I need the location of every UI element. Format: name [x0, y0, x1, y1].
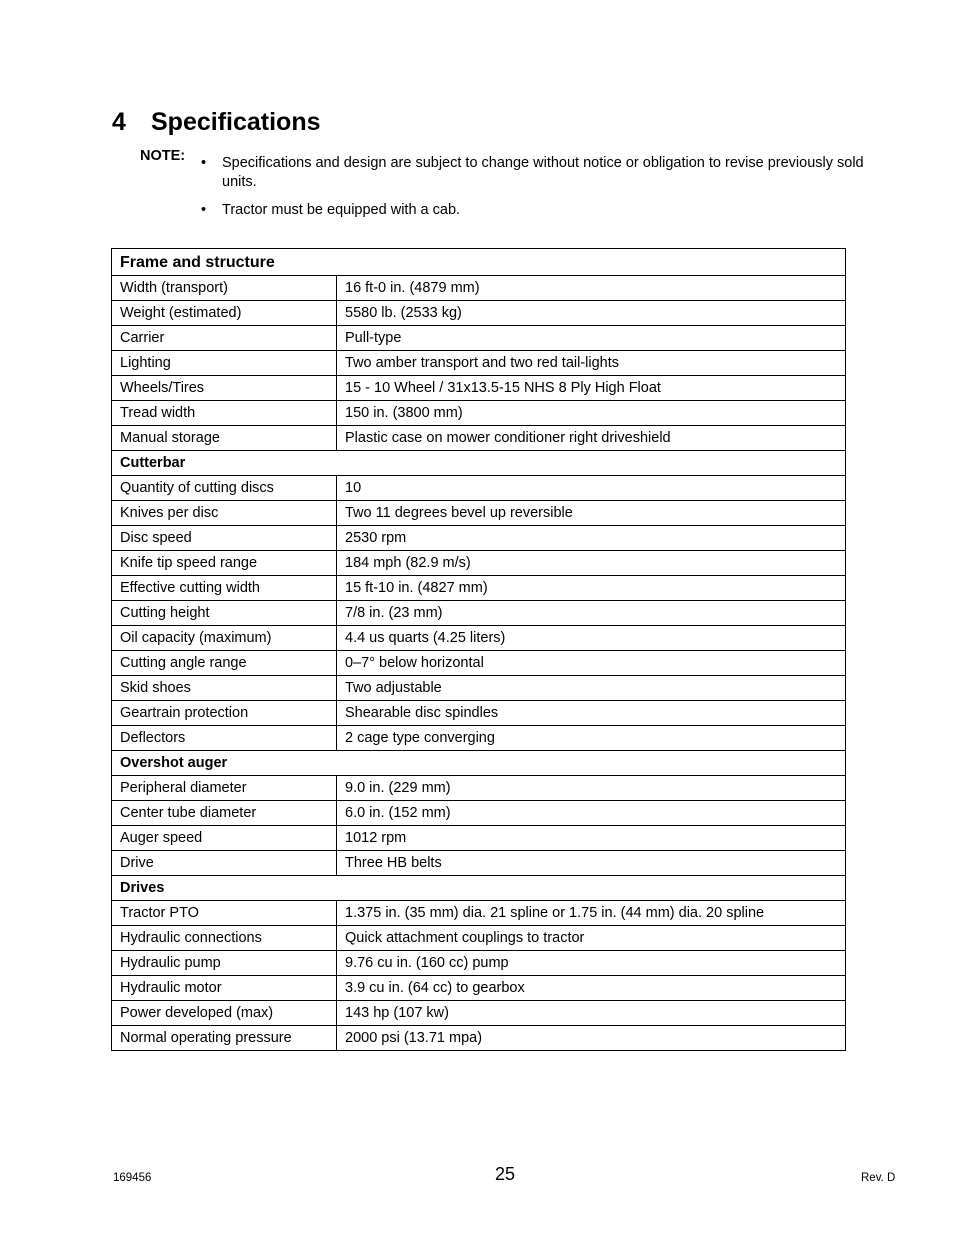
section-title: Specifications: [151, 108, 321, 136]
table-row: [112, 801, 846, 826]
section-header-row: [112, 451, 846, 476]
spec-label: Hydraulic connections: [112, 926, 337, 951]
spec-value: 143 hp (107 kw): [337, 1001, 846, 1026]
spec-value: 3.9 cu in. (64 cc) to gearbox: [337, 976, 846, 1001]
spec-label: Power developed (max): [112, 1001, 337, 1026]
section-number: 4: [112, 108, 126, 136]
section-header-row: [112, 751, 846, 776]
spec-value: 2 cage type converging: [337, 726, 846, 751]
spec-value: Two adjustable: [337, 676, 846, 701]
table-row: [112, 526, 846, 551]
specifications-table-body: [112, 249, 846, 1051]
spec-label: Normal operating pressure: [112, 1026, 337, 1051]
spec-value: 1012 rpm: [337, 826, 846, 851]
spec-value: 6.0 in. (152 mm): [337, 801, 846, 826]
spec-label: Center tube diameter: [112, 801, 337, 826]
table-row: [112, 601, 846, 626]
spec-label: Hydraulic motor: [112, 976, 337, 1001]
spec-value: 5580 lb. (2533 kg): [337, 301, 846, 326]
section-title: Cutterbar: [112, 451, 846, 476]
spec-label: Oil capacity (maximum): [112, 626, 337, 651]
spec-label: Peripheral diameter: [112, 776, 337, 801]
spec-value: 9.0 in. (229 mm): [337, 776, 846, 801]
spec-label: Tread width: [112, 401, 337, 426]
table-row: [112, 326, 846, 351]
spec-label: Skid shoes: [112, 676, 337, 701]
spec-value: 184 mph (82.9 m/s): [337, 551, 846, 576]
bullet-icon: •: [201, 155, 207, 171]
spec-label: Auger speed: [112, 826, 337, 851]
table-row: [112, 1001, 846, 1026]
spec-label: Lighting: [112, 351, 337, 376]
table-row: [112, 651, 846, 676]
spec-label: Cutting angle range: [112, 651, 337, 676]
table-row: [112, 851, 846, 876]
table-row: [112, 551, 846, 576]
table-row: [112, 426, 846, 451]
specifications-table: [111, 248, 846, 1051]
table-row: [112, 701, 846, 726]
page-number: 25: [494, 1164, 516, 1184]
spec-label: Deflectors: [112, 726, 337, 751]
spec-value: Quick attachment couplings to tractor: [337, 926, 846, 951]
spec-label: Knife tip speed range: [112, 551, 337, 576]
spec-value: Plastic case on mower conditioner right driveshield: [337, 426, 846, 451]
spec-value: 15 ft-10 in. (4827 mm): [337, 576, 846, 601]
section-header-row: [112, 876, 846, 901]
spec-label: Quantity of cutting discs: [112, 476, 337, 501]
table-row: [112, 351, 846, 376]
table-row: [112, 726, 846, 751]
table-row: [112, 776, 846, 801]
table-row: [112, 951, 846, 976]
note-label: NOTE:: [140, 148, 186, 164]
note-item: [201, 154, 881, 192]
spec-value: Shearable disc spindles: [337, 701, 846, 726]
table-row: [112, 901, 846, 926]
table-row: [112, 301, 846, 326]
spec-label: Carrier: [112, 326, 337, 351]
spec-value: Two amber transport and two red tail-lights: [337, 351, 846, 376]
section-title: Overshot auger: [112, 751, 846, 776]
spec-label: Hydraulic pump: [112, 951, 337, 976]
spec-value: Two 11 degrees bevel up reversible: [337, 501, 846, 526]
table-row: [112, 1026, 846, 1051]
spec-value: Pull-type: [337, 326, 846, 351]
spec-label: Effective cutting width: [112, 576, 337, 601]
table-row: [112, 576, 846, 601]
table-row: [112, 476, 846, 501]
section-title: Frame and structure: [112, 249, 846, 276]
table-row: [112, 926, 846, 951]
spec-value: 9.76 cu in. (160 cc) pump: [337, 951, 846, 976]
spec-label: Drive: [112, 851, 337, 876]
spec-label: Wheels/Tires: [112, 376, 337, 401]
document-number: 169456: [113, 1172, 152, 1184]
revision-label: Rev. D: [861, 1172, 896, 1184]
spec-value: 4.4 us quarts (4.25 liters): [337, 626, 846, 651]
section-header-row: [112, 249, 846, 276]
spec-value: 16 ft-0 in. (4879 mm): [337, 276, 846, 301]
section-title: Drives: [112, 876, 846, 901]
spec-label: Knives per disc: [112, 501, 337, 526]
spec-value: 10: [337, 476, 846, 501]
spec-value: 0–7° below horizontal: [337, 651, 846, 676]
spec-label: Width (transport): [112, 276, 337, 301]
spec-value: Three HB belts: [337, 851, 846, 876]
note-list: [201, 154, 881, 229]
spec-label: Weight (estimated): [112, 301, 337, 326]
table-row: [112, 501, 846, 526]
spec-label: Cutting height: [112, 601, 337, 626]
table-row: [112, 276, 846, 301]
table-row: [112, 401, 846, 426]
table-row: [112, 626, 846, 651]
note-item: [201, 201, 881, 220]
table-row: [112, 376, 846, 401]
bullet-icon: •: [201, 202, 207, 218]
table-row: [112, 676, 846, 701]
spec-value: 7/8 in. (23 mm): [337, 601, 846, 626]
spec-label: Disc speed: [112, 526, 337, 551]
spec-label: Geartrain protection: [112, 701, 337, 726]
spec-value: 2000 psi (13.71 mpa): [337, 1026, 846, 1051]
table-row: [112, 976, 846, 1001]
note-item-text: Specifications and design are subject to change without notice or obligation to revise previously sold units.: [222, 155, 864, 190]
spec-value: 15 - 10 Wheel / 31x13.5-15 NHS 8 Ply High Float: [337, 376, 846, 401]
spec-label: Tractor PTO: [112, 901, 337, 926]
page-heading: [112, 105, 321, 139]
spec-value: 2530 rpm: [337, 526, 846, 551]
spec-value: 1.375 in. (35 mm) dia. 21 spline or 1.75 in. (44 mm) dia. 20 spline: [337, 901, 846, 926]
spec-value: 150 in. (3800 mm): [337, 401, 846, 426]
note-item-text: Tractor must be equipped with a cab.: [222, 202, 461, 218]
spec-label: Manual storage: [112, 426, 337, 451]
table-row: [112, 826, 846, 851]
